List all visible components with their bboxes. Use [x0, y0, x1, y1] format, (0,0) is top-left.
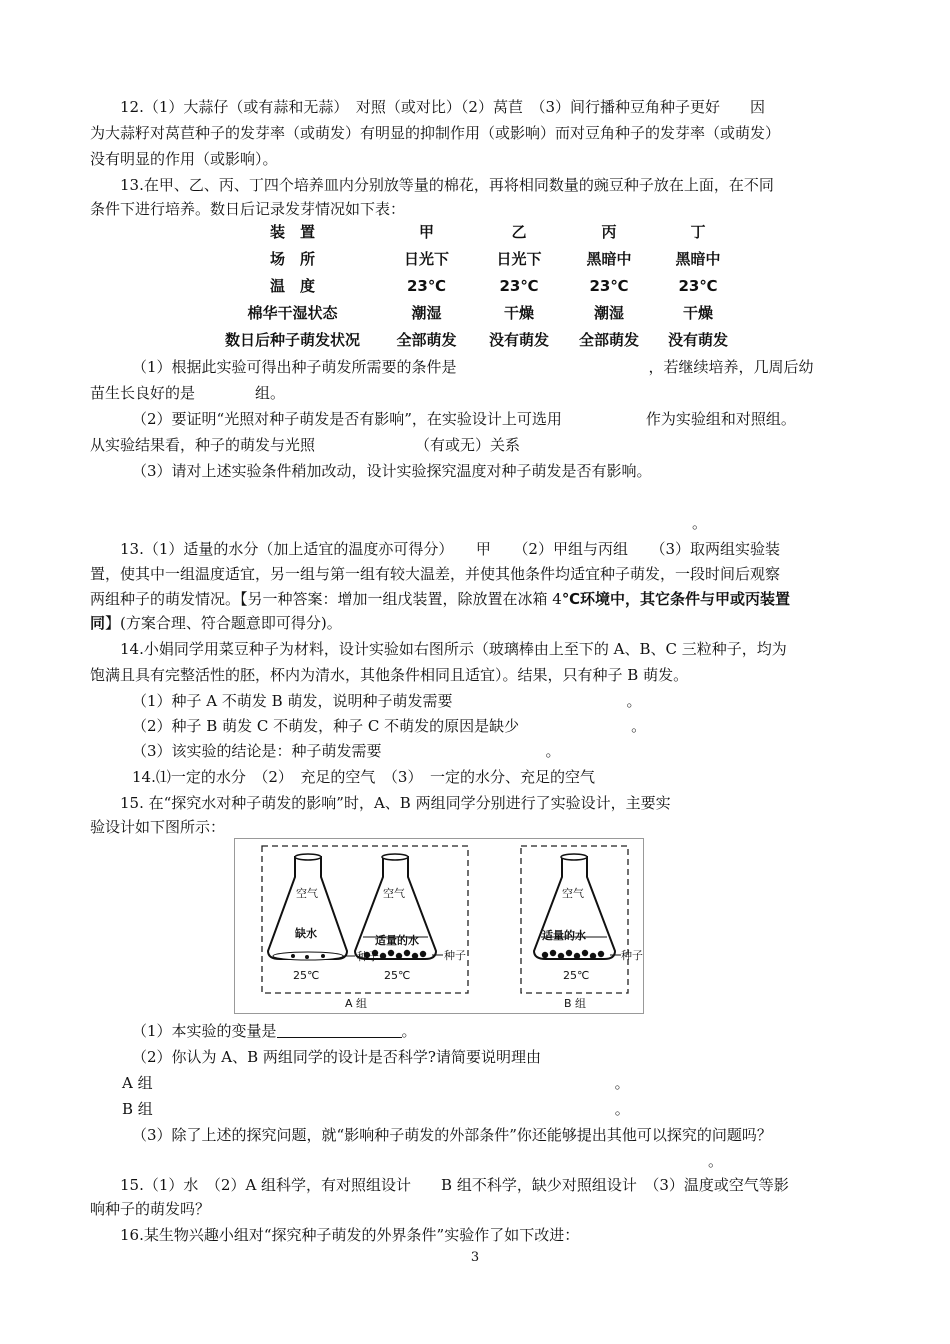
- proper-water-label-a: 适量的水: [375, 934, 419, 947]
- q14-stem-line1: 14.小娟同学用菜豆种子为材料，设计实验如右图所示（玻璃棒由上至下的 A、B、C 三粒种子，均为: [120, 640, 787, 658]
- q14-answer: 14.⑴一定的水分 （2） 充足的空气 （3） 一定的水分、充足的空气: [132, 768, 595, 786]
- q15-question3: （3）除了上述的探究问题，就“影响种子萌发的外部条件”你还能够提出其他可以探究的问题吗？: [132, 1126, 772, 1144]
- germination-table: [205, 218, 743, 353]
- proper-water-label-b: 适量的水: [542, 929, 586, 942]
- q13-question3: （3）请对上述实验条件稍加改动，设计实验探究温度对种子萌发是否有影响。: [132, 462, 652, 480]
- q13-answer-line3: 两组种子的萌发情况。【另一种答案：增加一组戊装置，除放置在冰箱 4℃环境中，其它条件与甲或丙装置: [90, 590, 790, 608]
- table-row: [205, 326, 743, 353]
- group-a-label: A 组: [345, 997, 368, 1010]
- table-cell: 乙: [511, 223, 527, 241]
- table-cell: 潮湿: [593, 304, 624, 322]
- q12-answer-line3: 没有明显的作用（或影响）。: [90, 150, 278, 168]
- row-label: 场 所: [269, 250, 315, 268]
- table-cell: 甲: [418, 223, 434, 241]
- lack-water-label: 缺水: [295, 927, 317, 940]
- q13-question1: （1）根据此实验可得出种子萌发所需要的条件是 ，若继续培养，几周后幼: [132, 358, 814, 376]
- seed-label-2: 种子: [444, 949, 466, 962]
- row-label: 数日后种子萌发状况: [224, 331, 360, 349]
- row-label: 温 度: [269, 277, 315, 295]
- table-cell: 丁: [690, 223, 706, 241]
- q15-group-b: B 组 。: [122, 1100, 630, 1118]
- table-cell: 干燥: [503, 304, 534, 322]
- air-label-1: 空气: [296, 887, 318, 900]
- flask-3: [534, 854, 615, 959]
- q14-question3: （3）该实验的结论是：种子萌发需要 。: [132, 742, 561, 760]
- q15-question2: （2）你认为 A、B 两组同学的设计是否科学?请简要说明理由: [132, 1048, 541, 1066]
- q12-answer-line2: 为大蒜籽对莴苣种子的发芽率（或萌发）有明显的抑制作用（或影响）而对豆角种子的发芽率（或萌发）: [90, 124, 781, 142]
- q15-stem-line1: 15. 在“探究水对种子萌发的影响”时，A、B 两组同学分别进行了实验设计，主要实: [120, 794, 671, 812]
- table-cell: 黑暗中: [675, 250, 721, 268]
- air-label-2: 空气: [383, 887, 405, 900]
- table-cell: 日光下: [496, 250, 542, 268]
- q15-group-a: A 组 。: [122, 1074, 630, 1092]
- row-label: 棉华干湿状态: [247, 304, 338, 322]
- q13-question2-cont: 从实验结果看，种子的萌发与光照 （有或无）关系: [90, 436, 521, 454]
- table-cell: 23℃: [406, 276, 447, 295]
- q15-answer-line2: 响种子的萌发吗？: [90, 1200, 211, 1218]
- table-cell: 全部萌发: [578, 331, 639, 349]
- temp-label-2: 25℃: [384, 969, 411, 982]
- table-cell: 日光下: [403, 250, 449, 268]
- q16-stem: 16.某生物兴趣小组对“探究种子萌发的外界条件”实验作了如下改进：: [120, 1226, 580, 1244]
- table-cell: 23℃: [589, 276, 629, 295]
- table-row: [205, 245, 743, 272]
- q15-answer-line1: 15.（1）水 （2）A 组科学，有对照组设计 B 组不科学，缺少对照组设计 （3）温度或空气等影: [120, 1176, 789, 1194]
- q14-question2: （2）种子 B 萌发 C 不萌发，种子 C 不萌发的原因是缺少 。: [132, 717, 647, 735]
- table-cell: 没有萌发: [667, 331, 728, 349]
- q14-stem-line2: 饱满且具有完整活性的胚，杯内为清水，其他条件相同且适宜）。结果，只有种子 B 萌发。: [90, 666, 689, 684]
- q13-answer-line1: 13.（1）适量的水分（加上适宜的温度亦可得分） 甲 （2）甲组与丙组 （3）取两组实验装: [120, 540, 780, 558]
- temp-label-3: 25℃: [563, 969, 590, 982]
- flask-experiment-figure: [234, 838, 644, 1014]
- table-cell: 23℃: [499, 276, 539, 295]
- table-cell: 潮湿: [411, 304, 442, 322]
- q15-stem-line2: 验设计如下图所示：: [90, 818, 226, 836]
- q13-question1-cont: 苗生长良好的是 组。: [90, 384, 286, 402]
- table-cell: 23℃: [678, 276, 718, 295]
- table-cell: 干燥: [682, 304, 713, 322]
- page-number: 3: [470, 1250, 480, 1265]
- air-label-3: 空气: [562, 887, 584, 900]
- seed-label-3: 种子: [621, 949, 643, 962]
- group-b-label: B 组: [564, 997, 587, 1010]
- table-cell: 黑暗中: [586, 250, 632, 268]
- table-row: [205, 218, 743, 245]
- table-cell: 没有萌发: [488, 331, 549, 349]
- table-cell: 丙: [601, 223, 617, 241]
- seed-label-1: 种子: [357, 950, 379, 963]
- q13-stem-line1: 13.在甲、乙、丙、丁四个培养皿内分别放等量的棉花，再将相同数量的豌豆种子放在上面，在不同: [120, 176, 774, 194]
- q14-question1: （1）种子 A 不萌发 B 萌发，说明种子萌发需要 。: [132, 692, 642, 710]
- q15-question1: （1）本实验的变量是 。: [132, 1022, 417, 1040]
- q15-question3-end: 。: [708, 1152, 724, 1170]
- temp-label-1: 25℃: [293, 969, 320, 982]
- q12-answer-line1: 12.（1）大蒜仔（或有蒜和无蒜） 对照（或对比）（2）莴苣 （3）间行播种豆角种子更好 因: [120, 98, 765, 116]
- flask-diagram: [235, 839, 643, 1013]
- q13-question2: （2）要证明“光照对种子萌发是否有影响”，在实验设计上可选用 作为实验组和对照组。: [132, 410, 796, 428]
- row-label: 装 置: [269, 223, 315, 241]
- table-cell: 全部萌发: [396, 331, 457, 349]
- table-row: [205, 299, 743, 326]
- table-row: [205, 272, 743, 299]
- q13-answer-line2: 置，使其中一组温度适宜，另一组与第一组有较大温差，并使其他条件均适宜种子萌发，一段时间后观察: [90, 565, 781, 583]
- q13-stem-line2: 条件下进行培养。数日后记录发芽情况如下表：: [90, 200, 406, 218]
- q13-answer-end: 。: [692, 514, 708, 532]
- flask-1: [268, 854, 347, 960]
- q13-answer-line4: 同】(方案合理、符合题意即可得分)。: [90, 614, 342, 632]
